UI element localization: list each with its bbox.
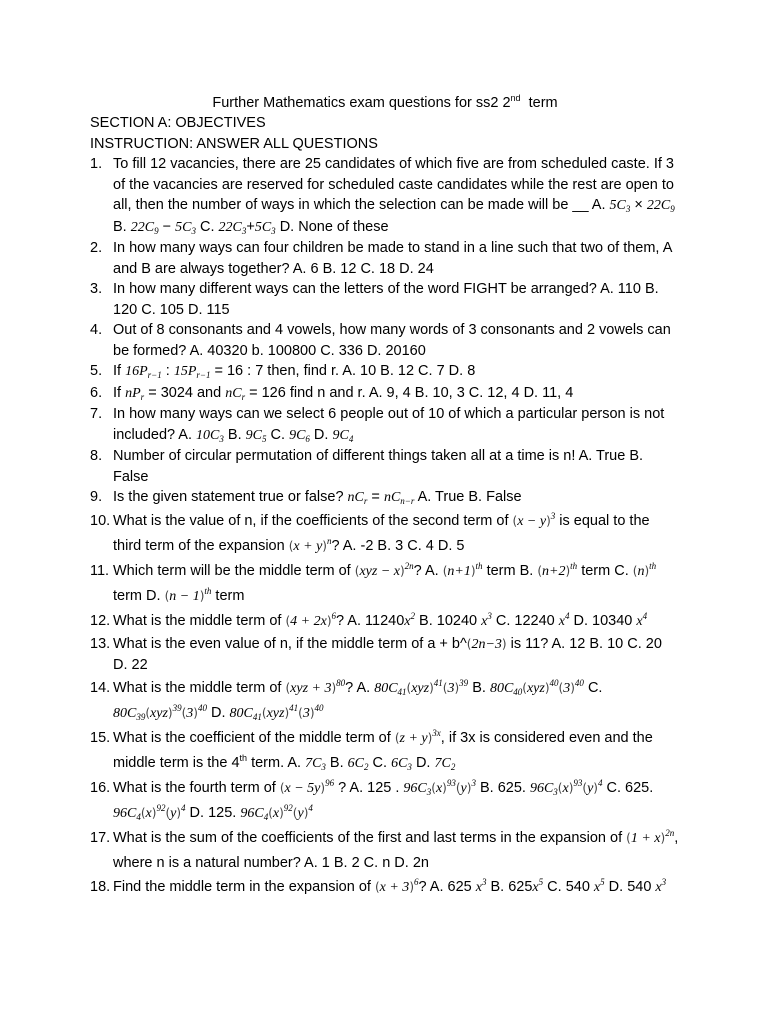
question-item — [90, 676, 680, 726]
question-text: In how many ways can we select 6 people out of 10 of which a particular person is not included? A. $10C_3$ B. $9C_5$ C. $9C_6$ D. $9C_4$ — [113, 406, 665, 444]
question-text: Number of circular permutation of different things taken all at a time is n! A. True B. False — [113, 448, 644, 485]
instruction-heading: INSTRUCTION: ANSWER ALL QUESTIONS — [90, 135, 378, 152]
question-item — [90, 875, 680, 900]
question-number: 6. — [90, 384, 103, 401]
question-item — [90, 826, 680, 875]
question-text: If $16P_{r-1}$ : $15P_{r-1} = 16$ : 7 then, find r. A. 10 B. 12 C. 7 D. 8 — [113, 363, 476, 380]
question-text: What is the middle term of (xyz + 3)$^{80}$? A. $80C_{41}(xyz)^{41}(3)^{39}$ B. $80C_{40}(xyz)^{40}(3)^{40}$ C. $80C_{39}(xyz)^{39}(3)^{40}$ D. $80C_{41}(xyz)^{41}(3)^{40}$ — [113, 677, 603, 722]
question-text: To fill 12 vacancies, there are 25 candidates of which five are from scheduled caste. If 3 of the vacancies are reserved for scheduled caste candidates while the rest are open to all, then the number of ways in which the selection can be made will be __ A. $5C_3 \times 22C_9$ B. $22C_9 - 5C_3$ C. $22C_3+5C_3$ D. None of these — [113, 156, 675, 236]
question-number: 13. — [90, 635, 111, 652]
question-text: Which term will be the middle term of (xyz − x)$^{2n}$? A. $(n+1)^{th}$ term B. $(n+2)^{th}$ term C. $(n)^{th}$ term D. $(n - 1)^{th}$ term — [113, 560, 657, 604]
question-item — [90, 279, 680, 320]
question-item — [90, 559, 680, 609]
question-text: What is the value of n, if the coefficients of the second term of $(x - y)^3$ is equal to the third term of the expansion $(x + y)^n$? A. -2 B. 3 C. 4 D. 5 — [113, 510, 650, 554]
question-number: 9. — [90, 489, 103, 505]
question-number: 18. — [90, 878, 111, 895]
question-number: 11. — [90, 562, 110, 579]
question-item — [90, 634, 680, 676]
question-number: 3. — [90, 281, 103, 297]
question-text: What is the coefficient of the middle term of $(z + y)^{3x}$, if 3x is considered even and the middle term is the 4th term. A. $7C_3$ B. $6C_2$ C. $6C_3$ D. $7C_2$ — [113, 727, 653, 772]
title-superscript: nd — [510, 93, 521, 103]
question-text: In how many different ways can the letters of the word FIGHT be arranged? A. 110 B. 120 C. 105 D. 115 — [113, 281, 659, 318]
question-text: If $nP_r = 3024$ and $nC_r = 126$ find n and r. A. 9, 4 B. 10, 3 C. 12, 4 D. 11, 4 — [113, 384, 574, 402]
question-number: 14. — [90, 679, 111, 696]
question-text: What is the fourth term of $(x - 5y)^{96}$ ? A. 125 . $96C_3(x)^{93}(y)^3$ B. 625. $96C_3(x)^{93}(y)^4$ C. 625. $96C_4(x)^{92}(y)^4$ D. 125. $96C_4(x)^{92}(y)^4$ — [113, 777, 654, 822]
question-item — [90, 320, 680, 361]
question-number: 17. — [90, 829, 111, 846]
question-list — [90, 154, 680, 900]
question-item — [90, 487, 680, 509]
question-item — [90, 154, 680, 238]
question-item — [90, 238, 680, 279]
section-heading: SECTION A: OBJECTIVES — [90, 115, 266, 131]
question-text: Find the middle term in the expansion of $(x + 3)^6$? A. 625 $x^3$ B. $625x^5$ C. 540 $x^5$ D. 540 $x^3$ — [113, 876, 667, 895]
title-tail: term — [520, 95, 558, 111]
question-text: Is the given statement true or false? $nC_r = nC_{n-r}$ A. True B. False — [113, 489, 522, 506]
title-text: Further Mathematics exam questions for ss2 2 — [212, 95, 511, 111]
question-number: 5. — [90, 363, 103, 379]
question-item — [90, 509, 680, 559]
question-number: 1. — [90, 156, 103, 172]
question-number: 4. — [90, 322, 103, 338]
question-number: 7. — [90, 406, 103, 422]
question-number: 15. — [90, 729, 111, 746]
document-title — [90, 93, 680, 113]
question-item — [90, 776, 680, 826]
document-body — [90, 93, 680, 900]
question-item — [90, 361, 680, 383]
question-item — [90, 383, 680, 405]
question-text: Out of 8 consonants and 4 vowels, how many words of 3 consonants and 2 vowels can be formed? A. 40320 b. 100800 C. 336 D. 20160 — [113, 322, 671, 359]
question-number: 2. — [90, 240, 103, 256]
question-number: 8. — [90, 448, 103, 464]
question-text: What is the sum of the coefficients of the first and last terms in the expansion of $(1 + x)^{2n}$, where n is a natural number? A. 1 B. 2 C. n D. 2n — [113, 827, 679, 871]
question-item — [90, 609, 680, 634]
question-item — [90, 404, 680, 446]
question-text: What is the even value of n, if the middle term of a + b^(2n−3) is 11? A. 12 B. 10 C. 20 D. 22 — [113, 635, 662, 673]
question-number: 12. — [90, 612, 111, 629]
question-item — [90, 726, 680, 776]
question-item — [90, 446, 680, 487]
question-text: In how many ways can four children be made to stand in a line such that two of them, A and B are always together? A. 6 B. 12 C. 18 D. 24 — [113, 240, 672, 277]
question-number: 16. — [90, 779, 111, 796]
question-number: 10. — [90, 512, 111, 529]
question-text: What is the middle term of $(4 + 2x)^6$? A. $11240x^2$ B. 10240 $x^3$ C. 12240 $x^4$ D. 10340 $x^4$ — [113, 610, 648, 629]
